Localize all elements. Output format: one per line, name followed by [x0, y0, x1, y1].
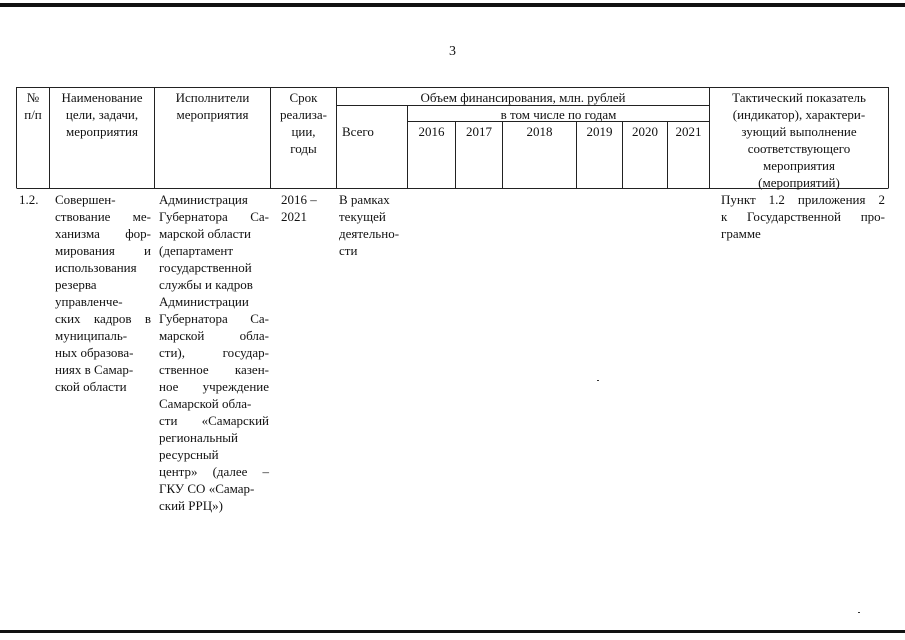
top-rule: [0, 3, 905, 7]
header-num: [17, 89, 49, 123]
row-name-line: [55, 225, 151, 242]
word: марской области: [159, 226, 251, 241]
word: сти),: [159, 345, 185, 360]
row-executors-line: [159, 429, 269, 446]
header-by-years: [408, 106, 709, 123]
word: Губернатора: [159, 209, 228, 224]
header-year-2020: [623, 123, 667, 140]
header-term: [271, 89, 336, 157]
header-by-years-label: в том числе по годам: [500, 107, 617, 122]
word: Администрации: [159, 294, 249, 309]
row-name-line: [55, 242, 151, 259]
row-executors-line: [159, 361, 269, 378]
word: Пункт: [721, 192, 756, 207]
row-executors: [159, 191, 269, 514]
word: ме-: [132, 209, 151, 224]
word: (департамент: [159, 243, 234, 258]
year-label: 2018: [526, 124, 553, 139]
word: сти: [159, 413, 178, 428]
row-name-line: [55, 259, 151, 276]
row-executors-line: [159, 378, 269, 395]
header-financing-label: Объем финансирования, млн. рублей: [420, 90, 626, 105]
word: приложения: [797, 192, 866, 207]
row-executors-line: [159, 395, 269, 412]
header-financing: [337, 89, 709, 106]
row-executors-line: [159, 259, 269, 276]
row-executors-line: [159, 446, 269, 463]
header-total: [342, 123, 407, 140]
header-indicator-line: зующий выполнение: [741, 124, 857, 139]
header-total-label: Всего: [342, 124, 374, 139]
row-num-text: 1.2.: [19, 192, 39, 207]
header-name: [50, 89, 154, 140]
row-name-line: [55, 344, 151, 361]
word: государственной: [159, 260, 252, 275]
word: центр»: [159, 464, 198, 479]
row-term: [281, 191, 336, 225]
word: резерва: [55, 277, 97, 292]
row-num: [19, 191, 49, 208]
header-num-line: №: [26, 90, 40, 105]
header-term-line: годы: [290, 141, 317, 156]
word: (далее: [212, 464, 248, 479]
word: управленче-: [55, 294, 123, 309]
word: ской области: [55, 379, 127, 394]
row-name-line: [55, 327, 151, 344]
scan-speck: [597, 380, 599, 381]
word: мирования: [55, 243, 115, 258]
word: –: [262, 464, 269, 479]
word: Государственной: [747, 209, 842, 224]
header-indicator-line: (мероприятий): [758, 175, 840, 190]
header-indicator-line: Тактический показатель: [732, 90, 866, 105]
header-executors-line: мероприятия: [176, 107, 249, 122]
page-number: 3: [449, 44, 456, 59]
word: 1.2: [768, 192, 785, 207]
word: и: [144, 243, 151, 258]
word: ский РРЦ»): [159, 498, 223, 513]
row-name-line: [55, 378, 151, 395]
header-year-2019: [577, 123, 622, 140]
word: службы и кадров: [159, 277, 253, 292]
word: ных образова-: [55, 345, 134, 360]
row-total-line: сти: [339, 243, 358, 258]
row-executors-line: [159, 225, 269, 242]
row-indicator-line: [721, 208, 885, 225]
row-name-line: [55, 276, 151, 293]
row-executors-line: [159, 344, 269, 361]
word: ресурсный: [159, 447, 219, 462]
row-executors-line: [159, 191, 269, 208]
row-executors-line: [159, 327, 269, 344]
header-indicator-line: соответствующего: [747, 141, 851, 156]
header-year-2016: [408, 123, 455, 140]
row-executors-line: [159, 242, 269, 259]
row-indicator-line: [721, 191, 885, 208]
row-executors-line: [159, 412, 269, 429]
header-year-2021: [668, 123, 709, 140]
year-label: 2021: [675, 124, 702, 139]
word: Губернатора: [159, 311, 228, 326]
row-indicator: [721, 191, 885, 242]
row-total: [339, 191, 407, 259]
row-total-line: деятельно-: [339, 226, 400, 241]
word: ханизма: [55, 226, 100, 241]
row-total-line: текущей: [339, 209, 386, 224]
year-label: 2016: [418, 124, 445, 139]
word: «Самарский: [201, 413, 269, 428]
word: к: [721, 209, 728, 224]
word: в: [144, 311, 151, 326]
row-term-line: 2021: [281, 209, 307, 224]
word: муниципаль-: [55, 328, 128, 343]
header-executors-line: Исполнители: [175, 90, 250, 105]
word: ГКУ СО «Самар-: [159, 481, 255, 496]
header-year-2018: [503, 123, 576, 140]
header-num-line: п/п: [24, 107, 42, 122]
header-executors: [155, 89, 270, 123]
word: государ-: [222, 345, 269, 360]
word: марской: [159, 328, 205, 343]
row-executors-line: [159, 293, 269, 310]
row-name-line: [55, 310, 151, 327]
word: ственное: [159, 362, 209, 377]
header-indicator-line: мероприятия: [762, 158, 835, 173]
word: учреждение: [202, 379, 269, 394]
row-indicator-line: [721, 225, 885, 242]
row-executors-line: [159, 497, 269, 514]
year-label: 2020: [632, 124, 658, 139]
word: ниях в Самар-: [55, 362, 134, 377]
word: Администрация: [159, 192, 248, 207]
header-indicator-line: (индикатор), характери-: [732, 107, 866, 122]
word: Самарской обла-: [159, 396, 252, 411]
word: Совершен-: [55, 192, 116, 207]
row-executors-line: [159, 310, 269, 327]
word: ских: [55, 311, 81, 326]
header-name-line: Наименование: [61, 90, 143, 105]
header-term-line: реализа-: [280, 107, 327, 122]
bottom-rule: [0, 630, 905, 633]
word: фор-: [125, 226, 151, 241]
header-name-line: мероприятия: [65, 124, 138, 139]
word: обла-: [239, 328, 269, 343]
header-term-line: ции,: [291, 124, 316, 139]
word: про-: [860, 209, 885, 224]
word: Са-: [250, 209, 269, 224]
header-indicator: [710, 89, 888, 191]
year-label: 2019: [586, 124, 613, 139]
word: Са-: [250, 311, 269, 326]
header-term-line: Срок: [289, 90, 318, 105]
year-label: 2017: [466, 124, 492, 139]
row-executors-line: [159, 208, 269, 225]
row-name-line: [55, 361, 151, 378]
row-name-line: [55, 293, 151, 310]
word: региональный: [159, 430, 238, 445]
word: ствование: [55, 209, 111, 224]
word: использования: [55, 260, 137, 275]
word: кадров: [93, 311, 132, 326]
row-name-line: [55, 208, 151, 225]
row-executors-line: [159, 276, 269, 293]
row-executors-line: [159, 480, 269, 497]
scan-speck: [858, 612, 860, 613]
word: ное: [159, 379, 179, 394]
word: казен-: [234, 362, 269, 377]
row-term-line: 2016 –: [281, 192, 317, 207]
header-year-2017: [456, 123, 502, 140]
row-name: [55, 191, 151, 395]
header-name-line: цели, задачи,: [65, 107, 139, 122]
row-total-line: В рамках: [339, 192, 390, 207]
word: 2: [878, 192, 885, 207]
row-executors-line: [159, 463, 269, 480]
row-name-line: [55, 191, 151, 208]
word: грамме: [721, 226, 761, 241]
